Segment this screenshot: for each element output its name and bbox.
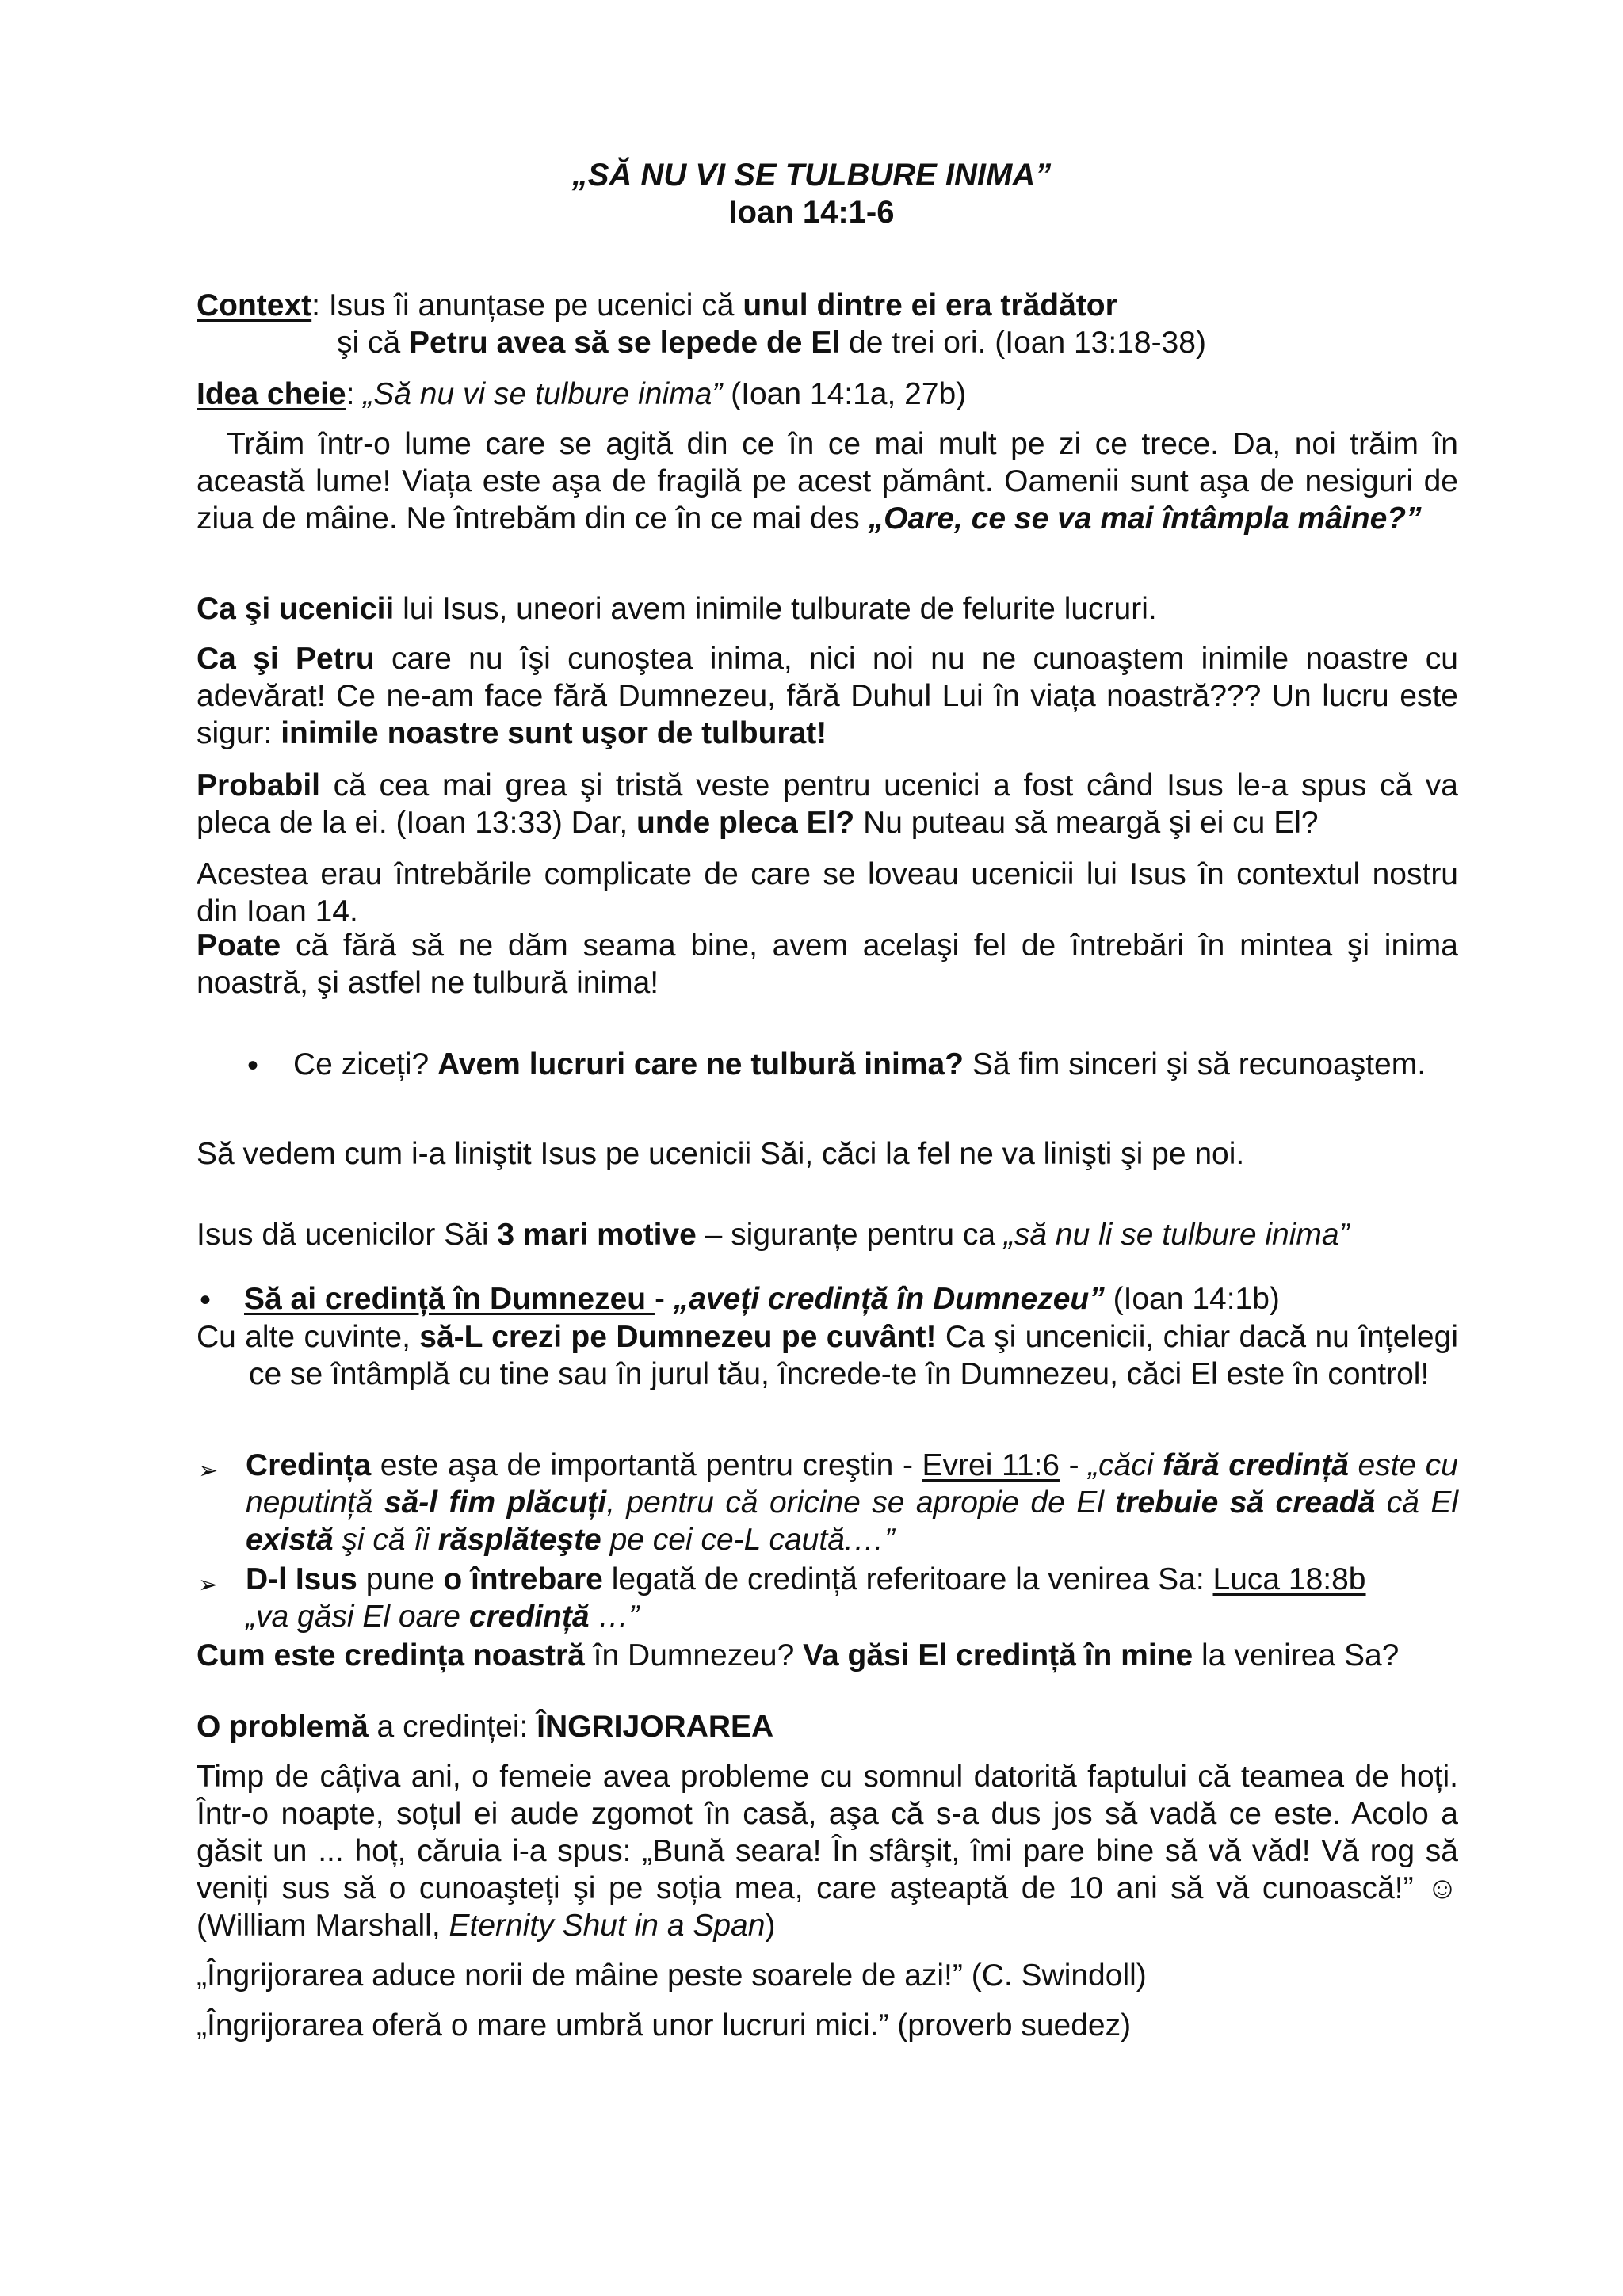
context-paragraph: Context: Isus îi anunțase pe ucenici că unul dintre ei era trădător şi că Petru avea să se lepede de El de trei ori. (Ioan 13:18-38) <box>197 288 1206 360</box>
faith-question-paragraph: Cum este credința noastră în Dumnezeu? Va găsi El credință în mine la venirea Sa? <box>197 1638 1400 1672</box>
key-idea-label: Idea cheie <box>197 377 346 411</box>
calm-paragraph: Să vedem cum i-a liniştit Isus pe ucenicii Săi, căci la fel ne va linişti şi pe noi. <box>197 1137 1245 1171</box>
context-label: Context <box>197 288 312 322</box>
bullet-marker: • <box>247 1048 259 1083</box>
intro-paragraph: Trăim într-o lume care se agită din ce în ce mai mult pe zi ce trece. Da, noi trăim în această lume! Viața este aşa de fragilă pe acest pământ. Oamenii sunt aşa de nesiguri de ziua de mâine. Ne întrebăm din ce în ce mai des „Oare, ce se va mai întâmpla mâine?” <box>197 427 1458 536</box>
key-idea-paragraph: Idea cheie: „Să nu vi se tulbure inima” (Ioan 14:1a, 27b) <box>197 377 967 411</box>
peter-paragraph: Ca şi Petru care nu îşi cunoştea inima, nici noi nu ne cunoaştem inimile noastre cu adevărat! Ce ne-am face fără Dumnezeu, fără Duhul Lui în viața noastră??? Un lucru este sigur: inimile noastre sunt uşor de tulburat! <box>197 642 1458 750</box>
quote-swindoll: „Îngrijorarea aduce norii de mâine peste soarele de azi!” (C. Swindoll) <box>197 1958 1147 1993</box>
probably-paragraph: Probabil că cea mai grea şi tristă veste pentru ucenici a fost când Isus le-a spus că va pleca de la ei. (Ioan 13:33) Dar, unde pleca El? Nu puteau să meargă şi ei cu El? <box>197 769 1458 840</box>
evrei-reference: Evrei 11:6 <box>922 1448 1060 1482</box>
arrow-bullet-icon: ➢ <box>198 1572 219 1598</box>
jesus-question-item: D-l Isus pune o întrebare legată de credință referitoare la venirea Sa: Luca 18:8b „va găsi El oare credință …” <box>246 1562 1366 1634</box>
disciples-paragraph: Ca şi ucenicii lui Isus, uneori avem inimile tulburate de felurite lucruri. <box>197 592 1157 626</box>
page-title: „SĂ NU VI SE TULBURE INIMA” <box>571 158 1052 193</box>
bullet-item: Ce ziceți? Avem lucruri care ne tulbură inima? Să fim sinceri şi să recunoaştem. <box>293 1047 1426 1081</box>
perhaps-paragraph: Poate că fără să ne dăm seama bine, avem acelaşi fel de întrebări în mintea şi inima noastră, şi astfel ne tulbură inima! <box>197 929 1458 1000</box>
problem-heading: O problemă a credinței: ÎNGRIJORAREA <box>197 1710 774 1744</box>
reason-explanation: Cu alte cuvinte, să-L crezi pe Dumnezeu pe cuvânt! Ca şi uncenicii, chiar dacă nu înțelegi ce se întâmplă cu tine sau în jurul tău, încrede-te în Dumnezeu, căci El este în control! <box>197 1320 1458 1391</box>
reason-heading: Să ai credință în Dumnezeu - „aveți credință în Dumnezeu” (Ioan 14:1b) <box>244 1282 1280 1316</box>
reason-bullet-marker: • <box>200 1283 212 1318</box>
scripture-reference: Ioan 14:1-6 <box>728 195 895 230</box>
luca-reference: Luca 18:8b <box>1212 1562 1366 1596</box>
reasons-intro: Isus dă ucenicilor Săi 3 mari motive – siguranțe pentru ca „să nu li se tulbure inima” <box>197 1218 1350 1252</box>
story-paragraph: Timp de câțiva ani, o femeie avea probleme cu somnul datorită faptului că teamea de hoți. Într-o noapte, soțul ei aude zgomot în casă, aşa că s-a dus jos să vadă ce este. Acolo a găsit un ... hoț, căruia i-a spus: „Bună seara! În sfârşit, îmi pare bine să vă văd! Vă rog să veniți sus să o cunoaşteți şi pe soția mea, care aşteaptă de 10 ani să vă cunoască!” ☺ (William Marshall, Eternity Shut in a Span) <box>197 1760 1458 1943</box>
questions-paragraph: Acestea erau întrebările complicate de care se loveau ucenicii lui Isus în contextul nostru din Ioan 14. <box>197 857 1458 929</box>
quote-proverb: „Îngrijorarea oferă o mare umbră unor lucruri mici.” (proverb suedez) <box>197 2008 1132 2042</box>
faith-importance-item: Credința este aşa de importantă pentru creştin - Evrei 11:6 - „căci fără credință este cu neputință să-l fim plăcuți, pentru că oricine se apropie de El trebuie să creadă că El există şi că îi răsplăteşte pe cei ce-L caută.…” <box>246 1448 1458 1557</box>
arrow-bullet-icon: ➢ <box>198 1458 219 1484</box>
